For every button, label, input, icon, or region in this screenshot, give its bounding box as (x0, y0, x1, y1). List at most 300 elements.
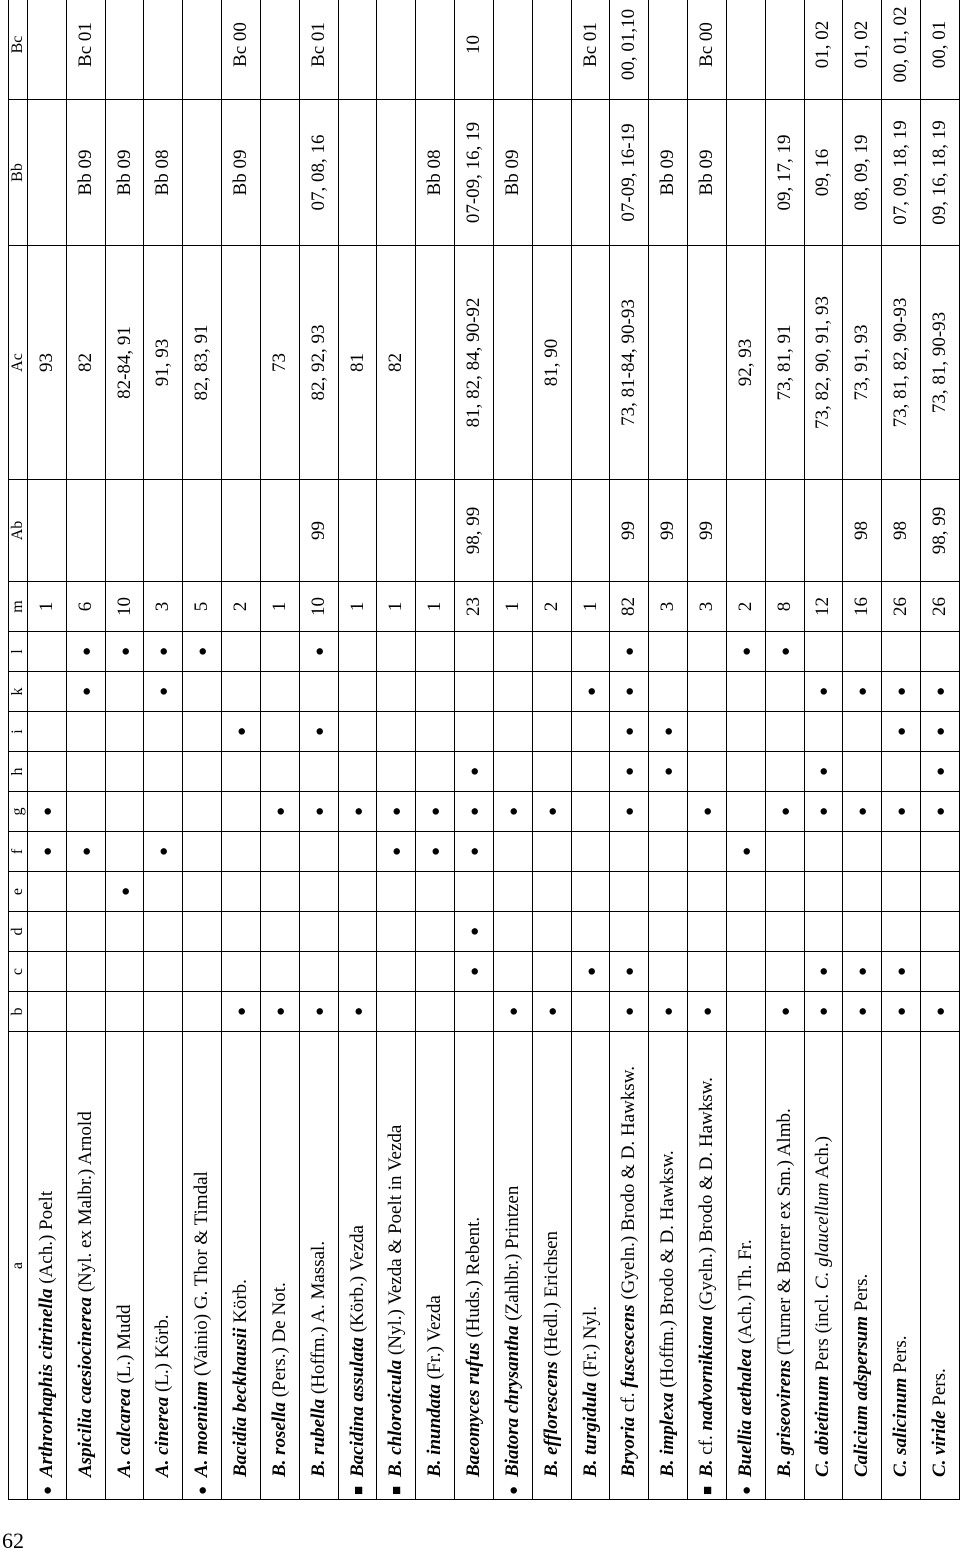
table-row (804, 0, 843, 1500)
cell-ab (765, 480, 804, 582)
cell-ab: 98, 99 (455, 480, 494, 582)
cell-ac: 81, 82, 84, 90-92 (455, 246, 494, 480)
cell-h (493, 752, 532, 792)
table-row (338, 0, 377, 1500)
presence-dot-icon: ● (260, 992, 299, 1032)
rotated-page (8, 6, 960, 1500)
cell-b (726, 992, 765, 1032)
column-header-e: e (9, 872, 28, 912)
cell-g (144, 792, 183, 832)
species-name-part: (L.) Mudd (113, 1304, 135, 1389)
species-name-part: Bryoria (618, 1416, 640, 1477)
cell-ab (183, 480, 222, 582)
cell-ab (28, 480, 67, 582)
presence-dot-icon: ● (222, 992, 261, 1032)
cell-bc: Bc 01 (571, 0, 610, 100)
cell-m: 1 (493, 582, 532, 632)
column-header-h: h (9, 752, 28, 792)
cell-d (921, 912, 960, 952)
presence-dot-icon: ● (649, 712, 688, 752)
species-name-cell (105, 1032, 144, 1500)
cell-d (338, 912, 377, 952)
species-name-cell (882, 1032, 921, 1500)
table-row (843, 0, 882, 1500)
species-name-part: C. viride (929, 1410, 951, 1477)
column-header-d: d (9, 912, 28, 952)
cell-i (66, 712, 105, 752)
species-name-part: (Pers.) De Not. (268, 1282, 290, 1403)
cell-m: 6 (66, 582, 105, 632)
cell-e (571, 872, 610, 912)
presence-dot-icon: ● (804, 792, 843, 832)
cell-d (765, 912, 804, 952)
cell-ab (105, 480, 144, 582)
cell-h (688, 752, 727, 792)
species-name-part: A. calcarea (113, 1388, 135, 1477)
cell-c (921, 952, 960, 992)
cell-l (882, 632, 921, 672)
species-name-part: B. inundata (424, 1384, 446, 1477)
cell-h (66, 752, 105, 792)
cell-h (144, 752, 183, 792)
cell-c (726, 952, 765, 992)
species-name-cell (338, 1032, 377, 1500)
species-name-part: (Nyl. ex Malbr.) Arnold (74, 1111, 96, 1298)
species-name-part: (Hoffm.) Brodo & D. Hawksw. (657, 1150, 679, 1393)
presence-dot-icon: ● (455, 792, 494, 832)
presence-dot-icon: ● (455, 832, 494, 872)
cell-f (765, 832, 804, 872)
cell-ac (571, 246, 610, 480)
cell-ac: 73, 81, 82, 90-93 (882, 246, 921, 480)
cell-b (105, 992, 144, 1032)
species-name-part: Bacidina assulata (346, 1337, 368, 1477)
column-header-k: k (9, 672, 28, 712)
cell-h (222, 752, 261, 792)
column-header-ac: Ac (9, 246, 28, 480)
presence-dot-icon: ● (299, 792, 338, 832)
species-name-part: C. abietinum (812, 1375, 834, 1477)
cell-ac (688, 246, 727, 480)
cell-d (260, 912, 299, 952)
cell-i (726, 712, 765, 752)
cell-bb: 09, 16 (804, 100, 843, 246)
table-row (105, 0, 144, 1500)
cell-i (493, 712, 532, 752)
cell-bb: 07-09, 16-19 (610, 100, 649, 246)
cell-d (183, 912, 222, 952)
species-name-part: (Huds.) Rebent. (463, 1216, 485, 1343)
species-name-cell (260, 1032, 299, 1500)
column-header-b: b (9, 992, 28, 1032)
cell-e (338, 872, 377, 912)
cell-l (921, 632, 960, 672)
dot-marker-icon: ● (738, 1485, 755, 1495)
cell-ac: 82, 92, 93 (299, 246, 338, 480)
cell-h (765, 752, 804, 792)
cell-i (28, 712, 67, 752)
cell-bc (493, 0, 532, 100)
cell-bb: 09, 17, 19 (765, 100, 804, 246)
cell-l (28, 632, 67, 672)
cell-f (688, 832, 727, 872)
cell-k (28, 672, 67, 712)
column-header-l: l (9, 632, 28, 672)
presence-dot-icon: ● (532, 992, 571, 1032)
species-name-part: B. rosella (268, 1402, 290, 1477)
presence-dot-icon: ● (455, 912, 494, 952)
presence-dot-icon: ● (455, 752, 494, 792)
species-name-part: A. moenium (191, 1380, 213, 1477)
cell-h (416, 752, 455, 792)
cell-g (649, 792, 688, 832)
cell-ab (804, 480, 843, 582)
cell-h (377, 752, 416, 792)
cell-m: 23 (455, 582, 494, 632)
cell-e (299, 872, 338, 912)
cell-bc (28, 0, 67, 100)
cell-f (222, 832, 261, 872)
cell-ab (532, 480, 571, 582)
cell-ac: 92, 93 (726, 246, 765, 480)
cell-k (416, 672, 455, 712)
cell-d (28, 912, 67, 952)
cell-h (843, 752, 882, 792)
cell-b (416, 992, 455, 1032)
cell-h (338, 752, 377, 792)
cell-m: 1 (338, 582, 377, 632)
cell-g (222, 792, 261, 832)
cell-ac: 82 (377, 246, 416, 480)
table-row (66, 0, 105, 1500)
cell-bb: Bb 09 (222, 100, 261, 246)
cell-l (260, 632, 299, 672)
cell-m: 16 (843, 582, 882, 632)
species-name-cell (416, 1032, 455, 1500)
cell-e (610, 872, 649, 912)
presence-dot-icon: ● (649, 752, 688, 792)
table-row (299, 0, 338, 1500)
species-name-part: (Körb.) Vezda (346, 1225, 368, 1338)
cell-f (338, 832, 377, 872)
cell-e (260, 872, 299, 912)
cell-c (532, 952, 571, 992)
presence-dot-icon: ● (299, 632, 338, 672)
presence-dot-icon: ● (882, 952, 921, 992)
presence-dot-icon: ● (493, 792, 532, 832)
cell-bc: 01, 02 (804, 0, 843, 100)
cell-c (105, 952, 144, 992)
cell-ac: 93 (28, 246, 67, 480)
cell-k (260, 672, 299, 712)
cell-f (921, 832, 960, 872)
cell-ac (493, 246, 532, 480)
cell-h (532, 752, 571, 792)
presence-dot-icon: ● (610, 752, 649, 792)
presence-dot-icon: ● (455, 952, 494, 992)
cell-m: 26 (882, 582, 921, 632)
presence-dot-icon: ● (377, 792, 416, 832)
cell-bb: Bb 09 (649, 100, 688, 246)
species-name-part: B. efflorescens (540, 1361, 562, 1477)
presence-dot-icon: ● (105, 632, 144, 672)
cell-c (183, 952, 222, 992)
species-name-part: (Hoffm.) A. Massal. (307, 1240, 329, 1399)
species-name-part: B. chloroticula (385, 1359, 407, 1477)
cell-f (882, 832, 921, 872)
presence-dot-icon: ● (765, 992, 804, 1032)
cell-f (183, 832, 222, 872)
cell-l (493, 632, 532, 672)
cell-e (843, 872, 882, 912)
cell-d (416, 912, 455, 952)
table-row (260, 0, 299, 1500)
presence-dot-icon: ● (688, 792, 727, 832)
cell-bb: Bb 08 (416, 100, 455, 246)
presence-dot-icon: ● (843, 992, 882, 1032)
species-name-part: (Gyeln.) Brodo & D. Hawksw. (695, 1077, 717, 1316)
cell-bc: Bc 01 (66, 0, 105, 100)
species-name-part: (Hedl.) Erichsen (540, 1230, 562, 1362)
square-marker-icon: ■ (389, 1485, 406, 1495)
cell-bb: Bb 09 (66, 100, 105, 246)
cell-ac (416, 246, 455, 480)
cell-e (493, 872, 532, 912)
cell-l (649, 632, 688, 672)
cell-f (610, 832, 649, 872)
column-header-a: a (9, 1032, 28, 1500)
species-name-part: Körb. (230, 1279, 252, 1328)
cell-c (144, 952, 183, 992)
cell-i (843, 712, 882, 752)
cell-ab (493, 480, 532, 582)
species-name-part: C. salicinum (890, 1377, 912, 1477)
cell-h (882, 752, 921, 792)
species-table (8, 0, 960, 1500)
cell-k (649, 672, 688, 712)
cell-bb: Bb 09 (493, 100, 532, 246)
dot-marker-icon: ● (39, 1485, 56, 1495)
cell-i (105, 712, 144, 752)
cell-f (493, 832, 532, 872)
cell-m: 2 (532, 582, 571, 632)
species-name-part: B. turgidula (579, 1381, 601, 1477)
table-row (688, 0, 727, 1500)
column-header-m: m (9, 582, 28, 632)
cell-ac (222, 246, 261, 480)
cell-e (183, 872, 222, 912)
cell-i (455, 712, 494, 752)
presence-dot-icon: ● (571, 952, 610, 992)
presence-dot-icon: ● (260, 792, 299, 832)
cell-d (105, 912, 144, 952)
cell-bc (532, 0, 571, 100)
species-name-part: (L.) Körb. (152, 1314, 174, 1397)
table-row (416, 0, 455, 1500)
cell-d (144, 912, 183, 952)
presence-dot-icon: ● (610, 632, 649, 672)
table-row (532, 0, 571, 1500)
cell-i (183, 712, 222, 752)
cell-bc: Bc 01 (299, 0, 338, 100)
cell-e (688, 872, 727, 912)
cell-k (493, 672, 532, 712)
cell-d (222, 912, 261, 952)
species-name-part: (Ach.) Poelt (35, 1190, 57, 1289)
presence-dot-icon: ● (66, 632, 105, 672)
presence-dot-icon: ● (493, 992, 532, 1032)
presence-dot-icon: ● (66, 672, 105, 712)
cell-m: 1 (416, 582, 455, 632)
cell-g (726, 792, 765, 832)
cell-d (610, 912, 649, 952)
species-name-cell (28, 1032, 67, 1500)
cell-d (882, 912, 921, 952)
cell-d (726, 912, 765, 952)
species-name-cell (610, 1032, 649, 1500)
species-name-part: Arthrorhaphis citrinella (35, 1288, 57, 1477)
cell-g (66, 792, 105, 832)
cell-h (726, 752, 765, 792)
cell-i (532, 712, 571, 752)
species-name-part: (Zahlbr.) Printzen (501, 1185, 523, 1326)
species-name-part: Pers (incl. (812, 1289, 834, 1376)
species-name-cell (571, 1032, 610, 1500)
presence-dot-icon: ● (610, 792, 649, 832)
species-name-part: Calicium adspersum (851, 1316, 873, 1477)
presence-dot-icon: ● (610, 712, 649, 752)
cell-ab (726, 480, 765, 582)
presence-dot-icon: ● (338, 992, 377, 1032)
presence-dot-icon: ● (222, 712, 261, 752)
presence-dot-icon: ● (144, 632, 183, 672)
species-name-part: C. glaucellum (812, 1182, 834, 1290)
species-name-part: B. implexa (657, 1392, 679, 1477)
cell-m: 3 (144, 582, 183, 632)
cell-l (688, 632, 727, 672)
cell-bc: 00, 01,10 (610, 0, 649, 100)
species-name-cell (222, 1032, 261, 1500)
cell-bc (726, 0, 765, 100)
cell-b (183, 992, 222, 1032)
cell-d (377, 912, 416, 952)
cell-i (338, 712, 377, 752)
cell-f (804, 832, 843, 872)
cell-e (416, 872, 455, 912)
cell-i (688, 712, 727, 752)
cell-e (649, 872, 688, 912)
cell-bc (649, 0, 688, 100)
cell-k (338, 672, 377, 712)
cell-h (105, 752, 144, 792)
species-name-part: Buellia aethalea (734, 1348, 756, 1477)
species-name-cell (726, 1032, 765, 1500)
cell-bb: 07, 09, 18, 19 (882, 100, 921, 246)
cell-bb (532, 100, 571, 246)
cell-g (105, 792, 144, 832)
species-name-part: Baeomyces rufus (463, 1342, 485, 1477)
species-name-cell (144, 1032, 183, 1500)
cell-l (571, 632, 610, 672)
cell-m: 3 (688, 582, 727, 632)
cell-ab (144, 480, 183, 582)
cell-bb: Bb 09 (688, 100, 727, 246)
cell-i (144, 712, 183, 752)
cell-c (66, 952, 105, 992)
cell-e (66, 872, 105, 912)
cell-d (843, 912, 882, 952)
cell-ab (338, 480, 377, 582)
presence-dot-icon: ● (144, 832, 183, 872)
cell-i (416, 712, 455, 752)
species-name-part: B. griseovirens (773, 1359, 795, 1477)
cell-l (338, 632, 377, 672)
cell-bb (183, 100, 222, 246)
presence-dot-icon: ● (183, 632, 222, 672)
cell-f (649, 832, 688, 872)
species-name-part: B. rubella (307, 1398, 329, 1477)
cell-f (260, 832, 299, 872)
cell-ab: 99 (688, 480, 727, 582)
cell-ab: 99 (610, 480, 649, 582)
cell-l (455, 632, 494, 672)
presence-dot-icon: ● (882, 792, 921, 832)
cell-bc (105, 0, 144, 100)
species-name-cell (688, 1032, 727, 1500)
cell-bc: 01, 02 (843, 0, 882, 100)
column-header-bc: Bc (9, 0, 28, 100)
species-name-cell (66, 1032, 105, 1500)
column-header-c: c (9, 952, 28, 992)
presence-dot-icon: ● (882, 712, 921, 752)
cell-e (804, 872, 843, 912)
cell-ab: 98 (882, 480, 921, 582)
species-name-cell (377, 1032, 416, 1500)
table-row (377, 0, 416, 1500)
cell-h (571, 752, 610, 792)
presence-dot-icon: ● (804, 952, 843, 992)
species-name-cell (299, 1032, 338, 1500)
column-header-f: f (9, 832, 28, 872)
presence-dot-icon: ● (299, 992, 338, 1032)
species-name-part: (Fr.) Vezda (424, 1295, 446, 1385)
cell-bb (726, 100, 765, 246)
presence-dot-icon: ● (377, 832, 416, 872)
species-name-cell (843, 1032, 882, 1500)
cell-d (804, 912, 843, 952)
cell-d (299, 912, 338, 952)
species-name-part: (Nyl.) Vezda & Poelt in Vezda (385, 1124, 407, 1360)
cell-ac: 73, 82, 90, 91, 93 (804, 246, 843, 480)
table-row (455, 0, 494, 1500)
column-header-ab: Ab (9, 480, 28, 582)
cell-m: 1 (260, 582, 299, 632)
cell-m: 1 (377, 582, 416, 632)
column-header-i: i (9, 712, 28, 752)
cell-d (571, 912, 610, 952)
cell-bc: 00, 01 (921, 0, 960, 100)
species-name-part: (Gyeln.) Brodo & D. Hawksw. (618, 1066, 640, 1305)
cell-ab (571, 480, 610, 582)
table-body (28, 0, 960, 1500)
cell-m: 26 (921, 582, 960, 632)
species-name-cell (649, 1032, 688, 1500)
cell-c (416, 952, 455, 992)
presence-dot-icon: ● (649, 992, 688, 1032)
cell-c (338, 952, 377, 992)
table-row (493, 0, 532, 1500)
presence-dot-icon: ● (416, 832, 455, 872)
